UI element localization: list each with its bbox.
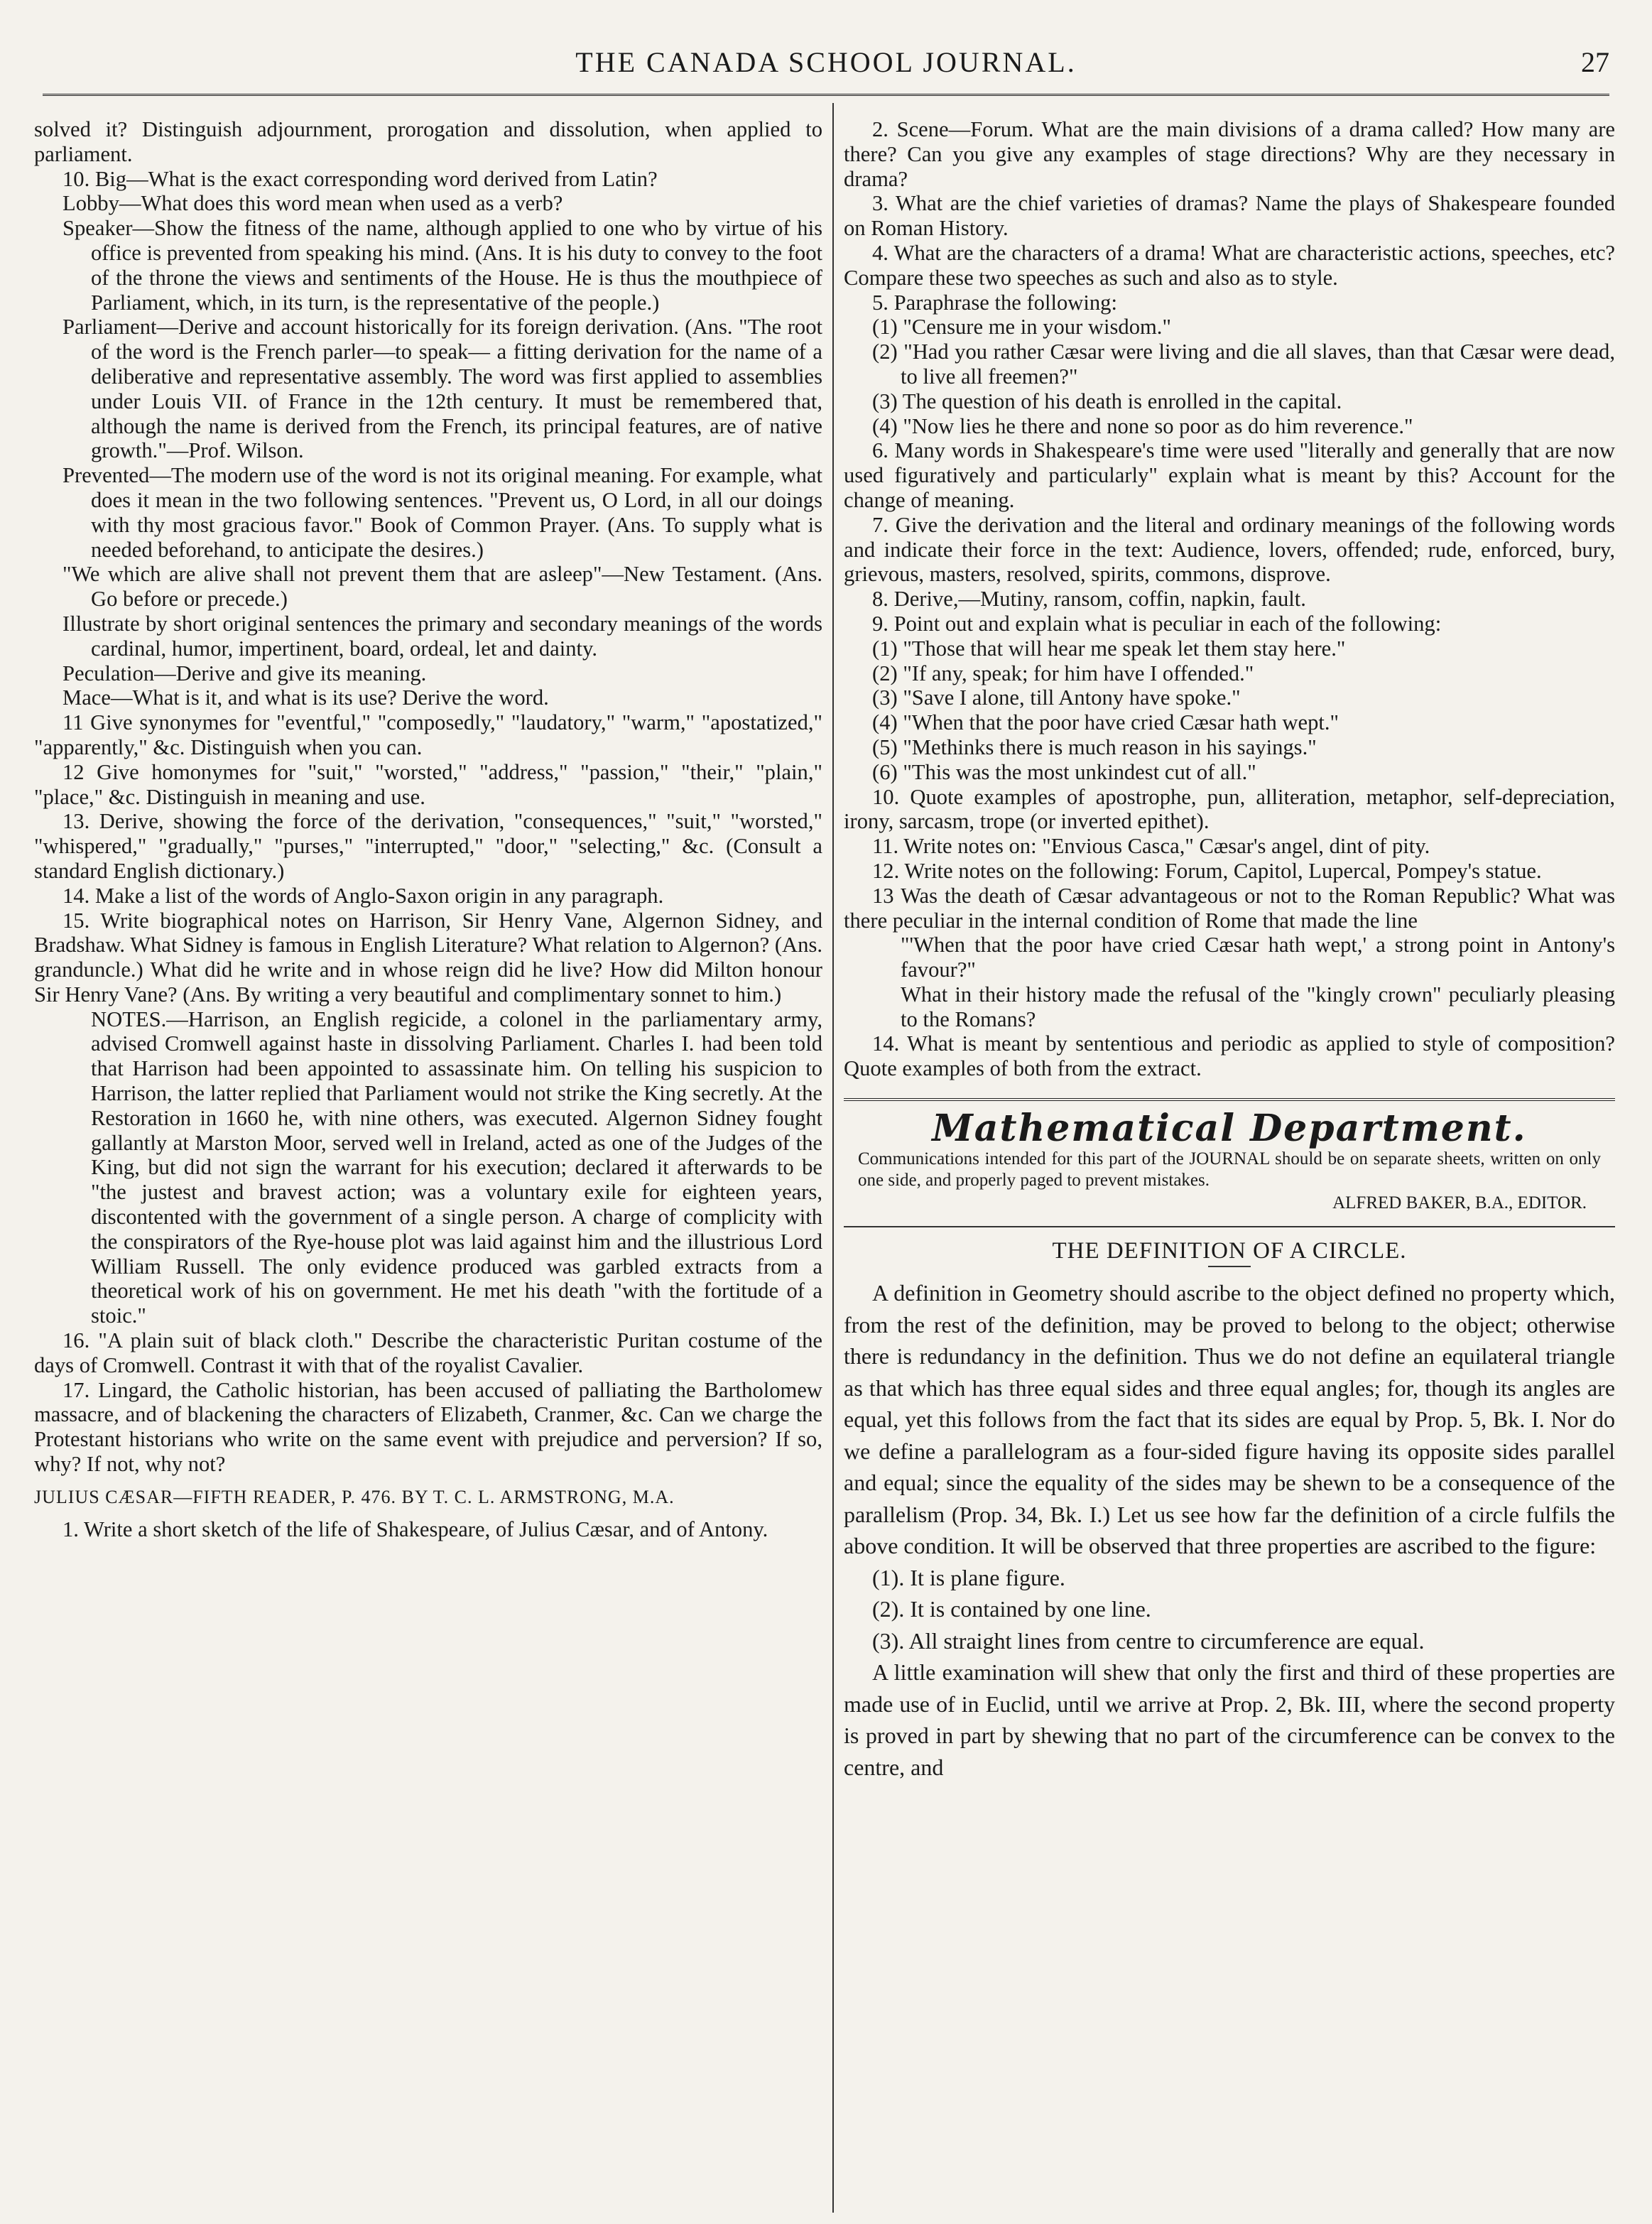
- question-12: 12 Give homonymes for "suit," "worsted," "address," "passion," "their," "plain," "place," &c. Distinguish in meaning and use.: [34, 759, 822, 809]
- question-6: 6. Many words in Shakespeare's time were used "literally and generally that are now used figuratively and particularly" explain what is meant by this? Account for the change of meaning.: [844, 438, 1615, 512]
- question-4: 4. What are the characters of a drama! What are characteristic actions, speeches, etc? Compare these two speeches as such and also as to style.: [844, 240, 1615, 290]
- paragraph: Speaker—Show the fitness of the name, although applied to one who by virtue of his office is prevented from speaking his mind. (Ans. It is his duty to convey to the foot of the throne the views and sentiments of the House. He is thus the mouthpiece of Parliament, which, in its turn, is the representative of the people.): [63, 216, 822, 315]
- journal-title: THE CANADA SCHOOL JOURNAL.: [575, 46, 1077, 78]
- question-9: 9. Point out and explain what is peculiar in each of the following:: [872, 611, 1442, 636]
- header-rule: [43, 94, 1609, 100]
- section-heading: JULIUS CÆSAR—FIFTH READER, P. 476. BY T. C. L. ARMSTRONG, M.A.: [34, 1486, 675, 1507]
- right-column: [844, 117, 1615, 1783]
- question-15: 15. Write biographical notes on Harrison, Sir Henry Vane, Algernon Sidney, and Bradshaw. What Sidney is famous in English Literature? What relation to Algernon? (Ans. granduncle.) What did he write and in whose reign did he live? How did Milton honour Sir Henry Vane? (Ans. By writing a very beautiful and complimentary sonnet to him.): [34, 908, 822, 1007]
- column-divider: [832, 103, 834, 2213]
- list-item: (2) "Had you rather Cæsar were living and die all slaves, than that Cæsar were dead, to live all freemen?": [872, 340, 1615, 389]
- question-13: 13. Derive, showing the force of the derivation, "consequences," "suit," "worsted," "whispered," "gradually," "purses," "interrupted," "door," "selecting," &c. (Consult a standard English dictionary.): [34, 809, 822, 883]
- paragraph: Parliament—Derive and account historically for its foreign derivation. (Ans. "The root of the word is the French parler—to speak— a fitting derivation for the name of a deliberative and representative assembly. The word was first applied to assemblies under Louis VII. of France in the 12th century. It must be remembered that, although the name is derived from the French, its principal features, are of native growth."—Prof. Wilson.: [63, 315, 822, 463]
- article-paragraph: A little examination will shew that only the first and third of these properties are made use of in Euclid, until we arrive at Prop. 2, Bk. III, where the second property is proved in part by shewing that no part of the circumference can be convex to the centre, and: [844, 1659, 1615, 1780]
- department-rule: [844, 1098, 1615, 1104]
- left-column: [34, 117, 822, 1541]
- article-paragraph: A definition in Geometry should ascribe to the object defined no property which, from the rest of the definition, may be proved to belong to the object; otherwise there is redundancy in the definition. Thus we do not define an equilateral triangle as that which has three equal sides and three equal angles; for, though its angles are equal, yet this follows from the fact that its sides are equal by Prop. 5, Bk. I. Nor do we define a parallelogram as a four-sided figure having its opposite sides parallel and equal; since the equality of the sides may be shewn to be a consequence of the parallelism (Prop. 34, Bk. I.) Let us see how far the definition of a circle fulfils the above condition. It will be observed that three properties are ascribed to the figure:: [844, 1280, 1615, 1559]
- list-item: (3) The question of his death is enrolled in the capital.: [872, 389, 1342, 413]
- paragraph: solved it? Distinguish adjournment, prorogation and dissolution, when applied to parliament.: [34, 117, 822, 166]
- list-item: (5) "Methinks there is much reason in his sayings.": [872, 734, 1317, 759]
- list-item: (1) "Those that will hear me speak let them stay here.": [872, 636, 1346, 661]
- notes-paragraph: NOTES.—Harrison, an English regicide, a colonel in the parliamentary army, advised Cromwell against haste in dissolving Parliament. Charles I. had been told that Harrison had been appointed to assassinate him. On telling his suspicion to Harrison, the latter replied that Parliament would not strike the King secretly. At the Restoration in 1660 he, with nine others, was executed. Algernon Sidney fought gallantly at Marston Moor, served well in Ireland, acted as one of the Judges of the King, but did not sign the warrant for his execution; declared it afterwards to be "the justest and bravest action; was a voluntary exile for eighteen years, discontented with the government of a single person. A charge of complicity with the conspirators of the Rye-house plot was laid against him and the illustrious Lord William Russell. The only evidence produced was garbled extracts from a theoretical work of his on government. He met his death "with the fortitude of a stoic.": [91, 1007, 822, 1328]
- list-item: (4) "When that the poor have cried Cæsar hath wept.": [872, 710, 1339, 735]
- list-item: (4) "Now lies he there and none so poor as do him reverence.": [872, 413, 1413, 438]
- question-1: 1. Write a short sketch of the life of Shakespeare, of Julius Cæsar, and of Antony.: [63, 1517, 768, 1541]
- question-3: 3. What are the chief varieties of dramas? Name the plays of Shakespeare founded on Roman History.: [844, 191, 1615, 241]
- paragraph: Prevented—The modern use of the word is not its original meaning. For example, what does it mean in the two following sentences. "Prevent us, O Lord, in all our doings with thy most gracious favor." Book of Common Prayer. (Ans. To supply what is needed beforehand, to anticipate the desires.): [63, 463, 822, 562]
- department-title: Mathematical Department.: [932, 1107, 1527, 1151]
- paragraph: What in their history made the refusal of the "kingly crown" peculiarly pleasing to the Romans?: [901, 982, 1615, 1031]
- paragraph: Illustrate by short original sentences the primary and secondary meanings of the words cardinal, humor, impertinent, board, ordeal, let and dainty.: [63, 611, 822, 661]
- paragraph: Mace—What is it, and what is its use? Derive the word.: [63, 685, 549, 710]
- question-10: 10. Big—What is the exact corresponding word derived from Latin?: [63, 166, 658, 191]
- paragraph: "We which are alive shall not prevent them that are asleep"—New Testament. (Ans. Go before or precede.): [63, 562, 822, 612]
- list-item: (1). It is plane figure.: [872, 1564, 1065, 1590]
- question-16: 16. "A plain suit of black cloth." Describe the characteristic Puritan costume of the days of Cromwell. Contrast it with that of the royalist Cavalier.: [34, 1328, 822, 1377]
- question-11: 11. Write notes on: "Envious Casca," Cæsar's angel, dint of pity.: [872, 834, 1430, 859]
- question-14: 14. Make a list of the words of Anglo-Saxon origin in any paragraph.: [63, 883, 664, 908]
- paragraph: Peculation—Derive and give its meaning.: [63, 661, 427, 685]
- question-7: 7. Give the derivation and the literal and ordinary meanings of the following words and indicate their force in the text: Audience, lovers, offended; rude, enforced, bury, grievous, masters, resolved, spirits, commons, disprove.: [844, 512, 1615, 587]
- list-item: (6) "This was the most unkindest cut of all.": [872, 759, 1256, 784]
- list-item: (3). All straight lines from centre to circumference are equal.: [872, 1627, 1425, 1654]
- question-17: 17. Lingard, the Catholic historian, has been accused of palliating the Bartholomew massacre, and of blackening the characters of Elizabeth, Cranmer, &c. Can we charge the Protestant historians who write on the same event with prejudice and perversion? If so, why? If not, why not?: [34, 1377, 822, 1477]
- section-rule: [844, 1226, 1615, 1227]
- question-12: 12. Write notes on the following: Forum, Capitol, Lupercal, Pompey's statue.: [872, 858, 1542, 883]
- list-item: (1) "Censure me in your wisdom.": [872, 315, 1171, 340]
- question-10: 10. Quote examples of apostrophe, pun, alliteration, metaphor, self-depreciation, irony, sarcasm, trope (or inverted epithet).: [844, 784, 1615, 834]
- department-note: Communications intended for this part of the JOURNAL should be on separate sheets, written on only one side, and properly paged to prevent mistakes.: [858, 1149, 1601, 1190]
- quote: "'When that the poor have cried Cæsar hath wept,' a strong point in Antony's favour?": [901, 933, 1615, 982]
- list-item: (2). It is contained by one line.: [872, 1596, 1151, 1622]
- editor-credit: ALFRED BAKER, B.A., EDITOR.: [1332, 1193, 1587, 1213]
- title-rule: [1208, 1266, 1251, 1267]
- article-body: [844, 1277, 1615, 1783]
- question-8: 8. Derive,—Mutiny, ransom, coffin, napkin, fault.: [872, 587, 1306, 612]
- paragraph: Lobby—What does this word mean when used as a verb?: [63, 191, 563, 216]
- article-title: THE DEFINITION OF A CIRCLE.: [1052, 1237, 1407, 1264]
- list-item: (2) "If any, speak; for him have I offended.": [872, 661, 1254, 685]
- page-number: 27: [1581, 46, 1609, 78]
- question-2: 2. Scene—Forum. What are the main divisions of a drama called? How many are there? Can you give any examples of stage directions? Why are they necessary in drama?: [844, 117, 1615, 191]
- question-5: 5. Paraphrase the following:: [872, 290, 1117, 315]
- list-item: (3) "Save I alone, till Antony have spoke.": [872, 685, 1241, 710]
- question-13: 13 Was the death of Cæsar advantageous or not to the Roman Republic? What was there peculiar in the internal condition of Rome that made the line: [844, 883, 1615, 933]
- question-14: 14. What is meant by sententious and periodic as applied to style of composition? Quote examples of both from the extract.: [844, 1031, 1615, 1081]
- page-header: [43, 41, 1609, 84]
- question-11: 11 Give synonymes for "eventful," "composedly," "laudatory," "warm," "apostatized," "apparently," &c. Distinguish when you can.: [34, 710, 822, 759]
